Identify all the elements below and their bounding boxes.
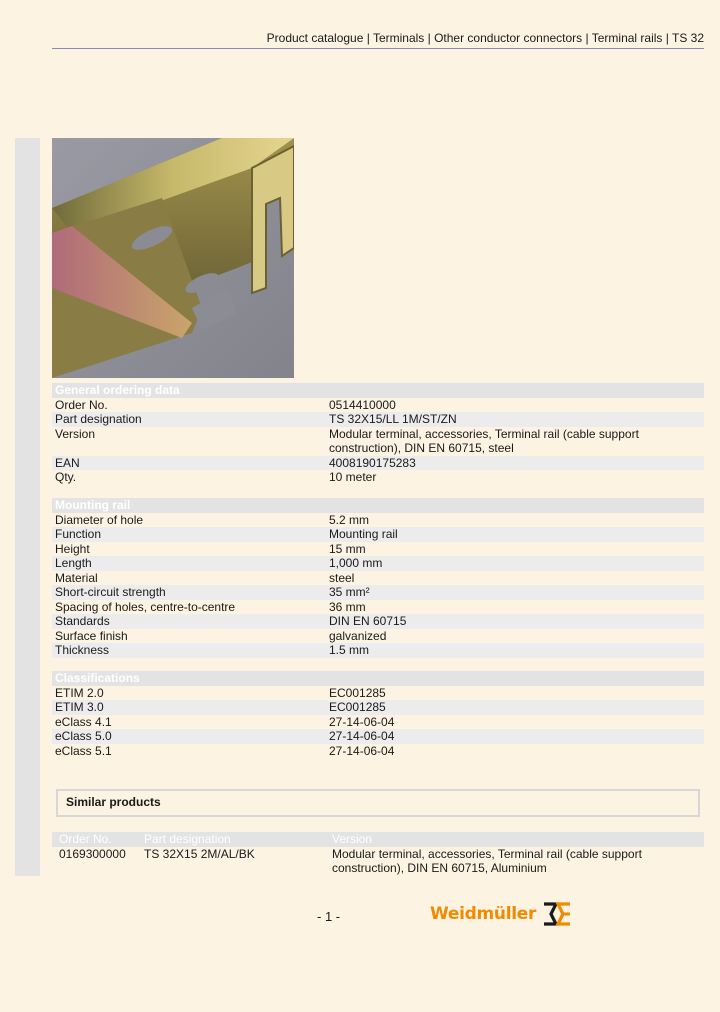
row-label: Spacing of holes, centre-to-centre [55,599,236,614]
row-label: Height [55,541,90,556]
row-value: 15 mm [329,541,366,556]
page-number: - 1 - [317,909,341,924]
row-label: Short-circuit strength [55,585,166,599]
row-label: Part designation [55,412,142,426]
similar-products-title: Similar products [66,795,161,809]
table-row [52,542,704,557]
table-row [52,456,704,471]
row-value: 27-14-06-04 [329,743,395,758]
row-value: 5.2 mm [329,512,370,527]
section-title: General ordering data [52,383,704,398]
row-label: Length [55,556,92,570]
row-label: Material [55,570,98,585]
table-row [52,614,704,629]
row-label: Surface finish [55,628,128,643]
row-label: Version [55,426,96,441]
row-value: TS 32X15/LL 1M/ST/ZN [329,412,457,426]
row-label: ETIM 3.0 [55,700,104,714]
weidmuller-logo [430,900,572,928]
table-row [52,470,704,485]
row-value: steel [329,570,355,585]
row-label: ETIM 2.0 [55,685,104,700]
row-value: EC001285 [329,685,386,700]
row-label: eClass 5.1 [55,743,112,758]
row-label: Thickness [55,643,110,657]
header-part-designation: Part designation [144,832,231,846]
row-value: Modular terminal, accessories, Terminal rail (cable support construction), DIN EN 60715, steel [329,426,639,455]
weidmuller-mark-icon [542,901,572,927]
row-value: 4008190175283 [329,455,416,470]
table-row [52,556,704,571]
row-value: 0514410000 [329,397,396,412]
row-label: eClass 5.0 [55,729,112,743]
row-value: 27-14-06-04 [329,729,395,743]
row-label: Qty. [55,470,77,484]
similar-products-box [56,789,700,817]
similar-order-no: 0169300000 [59,846,126,861]
header-rule [52,48,704,49]
table-row [52,527,704,542]
table-row [52,513,704,528]
row-label: eClass 4.1 [55,714,112,729]
left-margin-strip [15,138,40,876]
table-row [52,600,704,615]
table-row [52,744,704,759]
row-value: 10 meter [329,470,377,484]
row-value: 27-14-06-04 [329,714,395,729]
table-row [52,643,704,658]
table-row [52,847,704,876]
similar-version: Modular terminal, accessories, Terminal rail (cable support construction), DIN EN 60715, Aluminium [332,846,642,875]
row-label: Diameter of hole [55,512,144,527]
breadcrumb: Product catalogue | Terminals | Other conductor connectors | Terminal rails | TS 32 [266,31,704,45]
similar-part-designation: TS 32X15 2M/AL/BK [144,846,255,861]
table-row [52,729,704,744]
row-value: 1.5 mm [329,643,370,657]
table-row [52,398,704,413]
table-row [52,700,704,715]
logo-text: Weidmüller [430,904,537,924]
product-image [52,138,294,378]
mounting-rail-section [52,498,704,658]
row-value: Mounting rail [329,527,398,541]
table-row [52,571,704,586]
row-value: DIN EN 60715 [329,614,407,628]
table-row [52,427,704,456]
table-row [52,686,704,701]
table-header [52,832,704,847]
table-row [52,412,704,427]
header-version: Version [332,832,373,846]
row-value: 35 mm² [329,585,370,599]
row-label: Function [55,527,102,541]
table-row [52,585,704,600]
table-row [52,715,704,730]
row-label: EAN [55,455,80,470]
general-ordering-section [52,383,704,485]
header-order-no: Order No. [59,832,112,846]
section-title: Mounting rail [52,498,704,513]
row-value: galvanized [329,628,387,643]
row-value: 1,000 mm [329,556,383,570]
row-value: 36 mm [329,599,366,614]
similar-products-table [52,832,704,876]
row-label: Order No. [55,397,108,412]
row-label: Standards [55,614,110,628]
section-title: Classifications [52,671,704,686]
table-row [52,629,704,644]
row-value: EC001285 [329,700,386,714]
classifications-section [52,671,704,758]
